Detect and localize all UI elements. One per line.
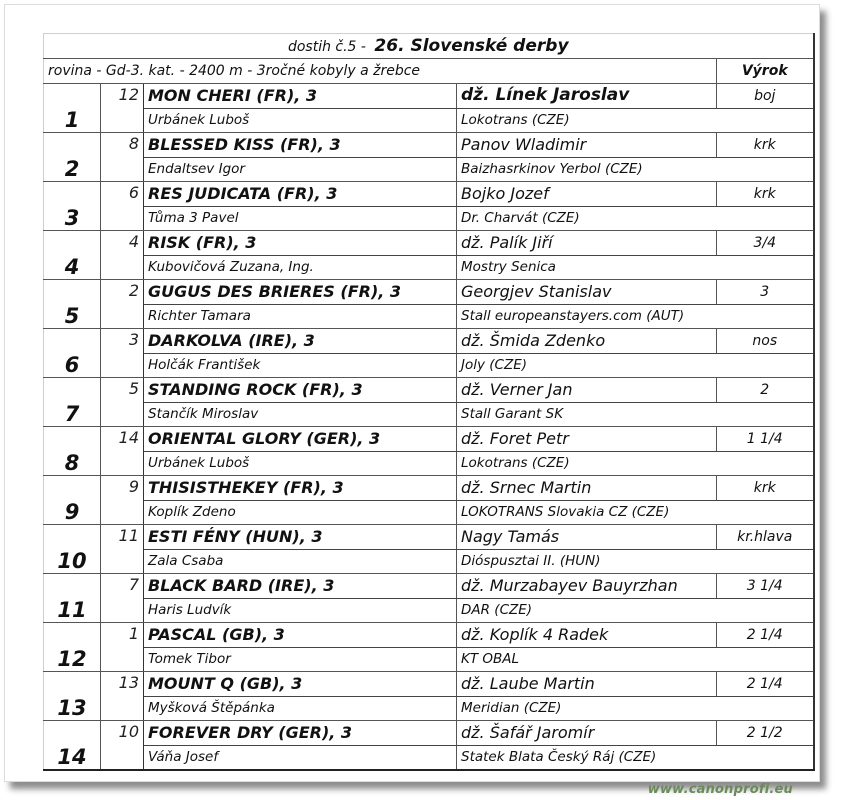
jockey-cell: dž. Koplík 4 Radek [457, 623, 717, 648]
owner-cell: Baizhasrkinov Yerbol (CZE) [457, 157, 814, 182]
trainer-cell: Stančík Miroslav [144, 402, 457, 427]
result-column-header: Výrok [717, 59, 814, 84]
owner-cell: Dr. Charvát (CZE) [457, 206, 814, 231]
place-cell: 5 [44, 280, 101, 329]
trainer-cell: Tůma 3 Pavel [144, 206, 457, 231]
jockey-cell: dž. Laube Martin [457, 672, 717, 697]
entry-row [44, 280, 814, 305]
horse-name-cell: MOUNT Q (GB), 3 [144, 672, 457, 697]
start-number-cell: 6 [101, 182, 144, 231]
entry-detail-row [44, 206, 814, 231]
place-cell: 8 [44, 427, 101, 476]
start-number-cell: 9 [101, 476, 144, 525]
entry-row [44, 672, 814, 697]
owner-cell: KT OBAL [457, 647, 814, 672]
start-number-cell: 2 [101, 280, 144, 329]
jockey-cell: dž. Foret Petr [457, 427, 717, 452]
result-cell: 2 1/4 [717, 672, 814, 697]
place-cell: 3 [44, 182, 101, 231]
jockey-cell: dž. Šafář Jaromír [457, 721, 717, 746]
horse-name-cell: BLACK BARD (IRE), 3 [144, 574, 457, 599]
race-conditions: rovina - Gd-3. kat. - 2400 m - 3ročné kobyly a žrebce [44, 59, 717, 84]
result-cell: 2 1/2 [717, 721, 814, 746]
entry-detail-row [44, 402, 814, 427]
start-number-cell: 14 [101, 427, 144, 476]
owner-cell: Stall europeanstayers.com (AUT) [457, 304, 814, 329]
trainer-cell: Váňa Josef [144, 745, 457, 770]
result-cell: boj [717, 84, 814, 109]
owner-cell: Dióspusztai II. (HUN) [457, 549, 814, 574]
jockey-cell: dž. Verner Jan [457, 378, 717, 403]
jockey-cell: Bojko Jozef [457, 182, 717, 207]
jockey-cell: dž. Palík Jiří [457, 231, 717, 256]
entry-detail-row [44, 500, 814, 525]
start-number-cell: 7 [101, 574, 144, 623]
horse-name-cell: STANDING ROCK (FR), 3 [144, 378, 457, 403]
trainer-cell: Endaltsev Igor [144, 157, 457, 182]
start-number-cell: 4 [101, 231, 144, 280]
entry-row [44, 427, 814, 452]
start-number-cell: 1 [101, 623, 144, 672]
entry-row [44, 84, 814, 109]
owner-cell: Lokotrans (CZE) [457, 451, 814, 476]
owner-cell: Meridian (CZE) [457, 696, 814, 721]
horse-name-cell: MON CHERI (FR), 3 [144, 84, 457, 109]
start-number-cell: 11 [101, 525, 144, 574]
title-row [44, 34, 814, 59]
owner-cell: Lokotrans (CZE) [457, 108, 814, 133]
result-cell: 3 1/4 [717, 574, 814, 599]
start-number-cell: 3 [101, 329, 144, 378]
entry-detail-row [44, 451, 814, 476]
entry-detail-row [44, 696, 814, 721]
jockey-cell: dž. Srnec Martin [457, 476, 717, 501]
result-cell: 1 1/4 [717, 427, 814, 452]
horse-name-cell: THISISTHEKEY (FR), 3 [144, 476, 457, 501]
entry-row [44, 476, 814, 501]
place-cell: 14 [44, 721, 101, 771]
trainer-cell: Richter Tamara [144, 304, 457, 329]
start-number-cell: 12 [101, 84, 144, 133]
jockey-cell: Nagy Tamás [457, 525, 717, 550]
horse-name-cell: ESTI FÉNY (HUN), 3 [144, 525, 457, 550]
entry-detail-row [44, 304, 814, 329]
entry-row [44, 329, 814, 354]
trainer-cell: Urbánek Luboš [144, 451, 457, 476]
place-cell: 13 [44, 672, 101, 721]
entry-row [44, 182, 814, 207]
horse-name-cell: GUGUS DES BRIERES (FR), 3 [144, 280, 457, 305]
jockey-cell: dž. Šmida Zdenko [457, 329, 717, 354]
start-number-cell: 8 [101, 133, 144, 182]
place-cell: 6 [44, 329, 101, 378]
entry-row [44, 574, 814, 599]
entry-detail-row [44, 157, 814, 182]
horse-name-cell: PASCAL (GB), 3 [144, 623, 457, 648]
entry-detail-row [44, 353, 814, 378]
place-cell: 9 [44, 476, 101, 525]
entry-detail-row [44, 745, 814, 770]
race-label: dostih č.5 - [287, 38, 366, 55]
horse-name-cell: DARKOLVA (IRE), 3 [144, 329, 457, 354]
trainer-cell: Tomek Tibor [144, 647, 457, 672]
entry-row [44, 378, 814, 403]
start-number-cell: 5 [101, 378, 144, 427]
trainer-cell: Holčák František [144, 353, 457, 378]
entry-detail-row [44, 108, 814, 133]
owner-cell: LOKOTRANS Slovakia CZ (CZE) [457, 500, 814, 525]
place-cell: 12 [44, 623, 101, 672]
race-title [44, 34, 814, 59]
entry-row [44, 721, 814, 746]
result-cell: 2 1/4 [717, 623, 814, 648]
trainer-cell: Kubovičová Zuzana, Ing. [144, 255, 457, 280]
horse-name-cell: RISK (FR), 3 [144, 231, 457, 256]
trainer-cell: Haris Ludvík [144, 598, 457, 623]
start-number-cell: 13 [101, 672, 144, 721]
place-cell: 11 [44, 574, 101, 623]
result-cell: 3 [717, 280, 814, 305]
entry-row [44, 133, 814, 158]
trainer-cell: Urbánek Luboš [144, 108, 457, 133]
horse-name-cell: ORIENTAL GLORY (GER), 3 [144, 427, 457, 452]
place-cell: 7 [44, 378, 101, 427]
trainer-cell: Zala Csaba [144, 549, 457, 574]
result-cell: krk [717, 133, 814, 158]
horse-name-cell: RES JUDICATA (FR), 3 [144, 182, 457, 207]
trainer-cell: Myšková Štěpánka [144, 696, 457, 721]
jockey-cell: Georgjev Stanislav [457, 280, 717, 305]
entry-row [44, 623, 814, 648]
trainer-cell: Koplík Zdeno [144, 500, 457, 525]
owner-cell: Statek Blata Český Ráj (CZE) [457, 745, 814, 770]
place-cell: 1 [44, 84, 101, 133]
result-cell: 3/4 [717, 231, 814, 256]
jockey-cell: dž. Murzabayev Bauyrzhan [457, 574, 717, 599]
entry-detail-row [44, 647, 814, 672]
result-cell: kr.hlava [717, 525, 814, 550]
results-card [4, 4, 820, 782]
entry-detail-row [44, 549, 814, 574]
jockey-cell: dž. Línek Jaroslav [457, 84, 717, 109]
owner-cell: Stall Garant SK [457, 402, 814, 427]
watermark: www.canonprofi.eu [647, 782, 793, 797]
result-cell: 2 [717, 378, 814, 403]
conditions-row [44, 59, 814, 84]
race-name: 26. Slovenské derby [374, 35, 569, 56]
place-cell: 4 [44, 231, 101, 280]
entry-detail-row [44, 255, 814, 280]
place-cell: 2 [44, 133, 101, 182]
owner-cell: Joly (CZE) [457, 353, 814, 378]
result-cell: nos [717, 329, 814, 354]
owner-cell: DAR (CZE) [457, 598, 814, 623]
place-cell: 10 [44, 525, 101, 574]
jockey-cell: Panov Wladimir [457, 133, 717, 158]
entry-row [44, 231, 814, 256]
result-cell: krk [717, 476, 814, 501]
entry-row [44, 525, 814, 550]
owner-cell: Mostry Senica [457, 255, 814, 280]
race-results-table [43, 33, 815, 771]
result-cell: krk [717, 182, 814, 207]
horse-name-cell: BLESSED KISS (FR), 3 [144, 133, 457, 158]
horse-name-cell: FOREVER DRY (GER), 3 [144, 721, 457, 746]
entry-detail-row [44, 598, 814, 623]
start-number-cell: 10 [101, 721, 144, 771]
